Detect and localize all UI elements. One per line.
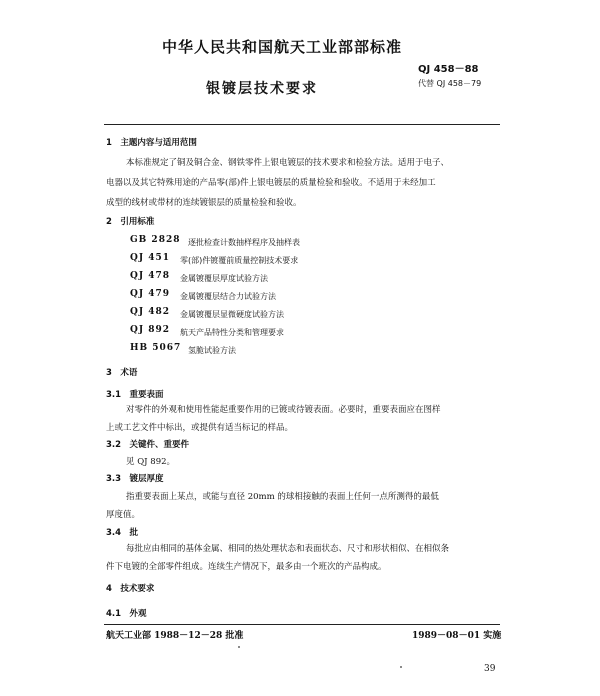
organization-standard-heading: 中华人民共和国航天工业部部标准 <box>162 38 403 56</box>
document-title: 银镀层技术要求 <box>206 81 318 97</box>
ref-name: 金属镀覆层厚度试验方法 <box>180 274 268 283</box>
effective-date: 1989－08－01 实施 <box>412 631 502 641</box>
ref-code: GB 2828 <box>130 235 181 245</box>
section-1-line-3: 成型的线材或带材的连续镀银层的质量检验和验收。 <box>106 198 302 208</box>
section-3-1-line-1: 对零件的外观和使用性能起重要作用的已镀或待镀表面。必要时，重要表面应在图样 <box>126 405 441 415</box>
section-3-4-line-2: 件下电镀的全部零件组成。连续生产情况下，最多由一个班次的产品构成。 <box>106 562 387 572</box>
ref-name: 航天产品特性分类和管理要求 <box>180 328 284 337</box>
section-1-line-1: 本标准规定了铜及铜合金、钢铁零件上银电镀层的技术要求和检验方法。适用于电子、 <box>126 158 450 168</box>
section-3-4-heading: 3.4 批 <box>106 528 139 538</box>
ref-code: QJ 892 <box>130 325 171 335</box>
section-4-1-heading: 4.1 外观 <box>106 609 147 619</box>
ref-code: HB 5067 <box>130 343 182 353</box>
ref-code: QJ 478 <box>130 271 171 281</box>
ref-code: QJ 482 <box>130 307 171 317</box>
section-3-2-heading: 3.2 关键件、重要件 <box>106 440 190 450</box>
standard-code: QJ 458－88 <box>418 64 479 75</box>
footer-rule <box>104 624 500 625</box>
ref-name: 逐批检查计数抽样程序及抽样表 <box>188 238 300 247</box>
section-3-1-line-2: 上或工艺文件中标出，或提供有适当标记的样品。 <box>106 423 294 433</box>
section-4-heading: 4 技术要求 <box>106 584 155 594</box>
scan-speck <box>238 646 240 648</box>
section-3-2-line-1: 见 QJ 892。 <box>126 457 176 467</box>
replaces-standard: 代替 QJ 458－79 <box>418 79 482 88</box>
section-3-3-line-2: 厚度值。 <box>106 510 141 520</box>
section-3-3-heading: 3.3 镀层厚度 <box>106 474 164 484</box>
section-3-3-line-1: 指重要表面上某点，或能与直径 20mm 的球相接触的表面上任何一点所测得的最低 <box>126 492 439 502</box>
scan-speck <box>400 666 402 668</box>
ref-code: QJ 479 <box>130 289 171 299</box>
ref-name: 金属镀覆层结合力试验方法 <box>180 292 276 301</box>
section-1-line-2: 电器以及其它特殊用途的产品零(部)件上银电镀层的质量检验和验收。不适用于未经加工 <box>106 178 436 188</box>
section-2-heading: 2 引用标准 <box>106 217 155 227</box>
header-rule <box>104 124 500 125</box>
ref-code: QJ 451 <box>130 253 171 263</box>
section-1-heading: 1 主题内容与适用范围 <box>106 138 197 148</box>
section-3-1-heading: 3.1 重要表面 <box>106 390 164 400</box>
section-3-4-line-1: 每批应由相同的基体金属、相同的热处理状态和表面状态、尺寸和形状相似、在相似条 <box>126 544 450 554</box>
approval-date: 航天工业部 1988－12－28 批准 <box>106 631 244 641</box>
page-number: 39 <box>484 664 496 674</box>
section-3-heading: 3 术语 <box>106 368 138 378</box>
ref-name: 金属镀覆层显微硬度试验方法 <box>180 310 284 319</box>
ref-name: 零(部)件镀覆前质量控制技术要求 <box>180 256 299 265</box>
ref-name: 氢脆试验方法 <box>188 346 236 355</box>
